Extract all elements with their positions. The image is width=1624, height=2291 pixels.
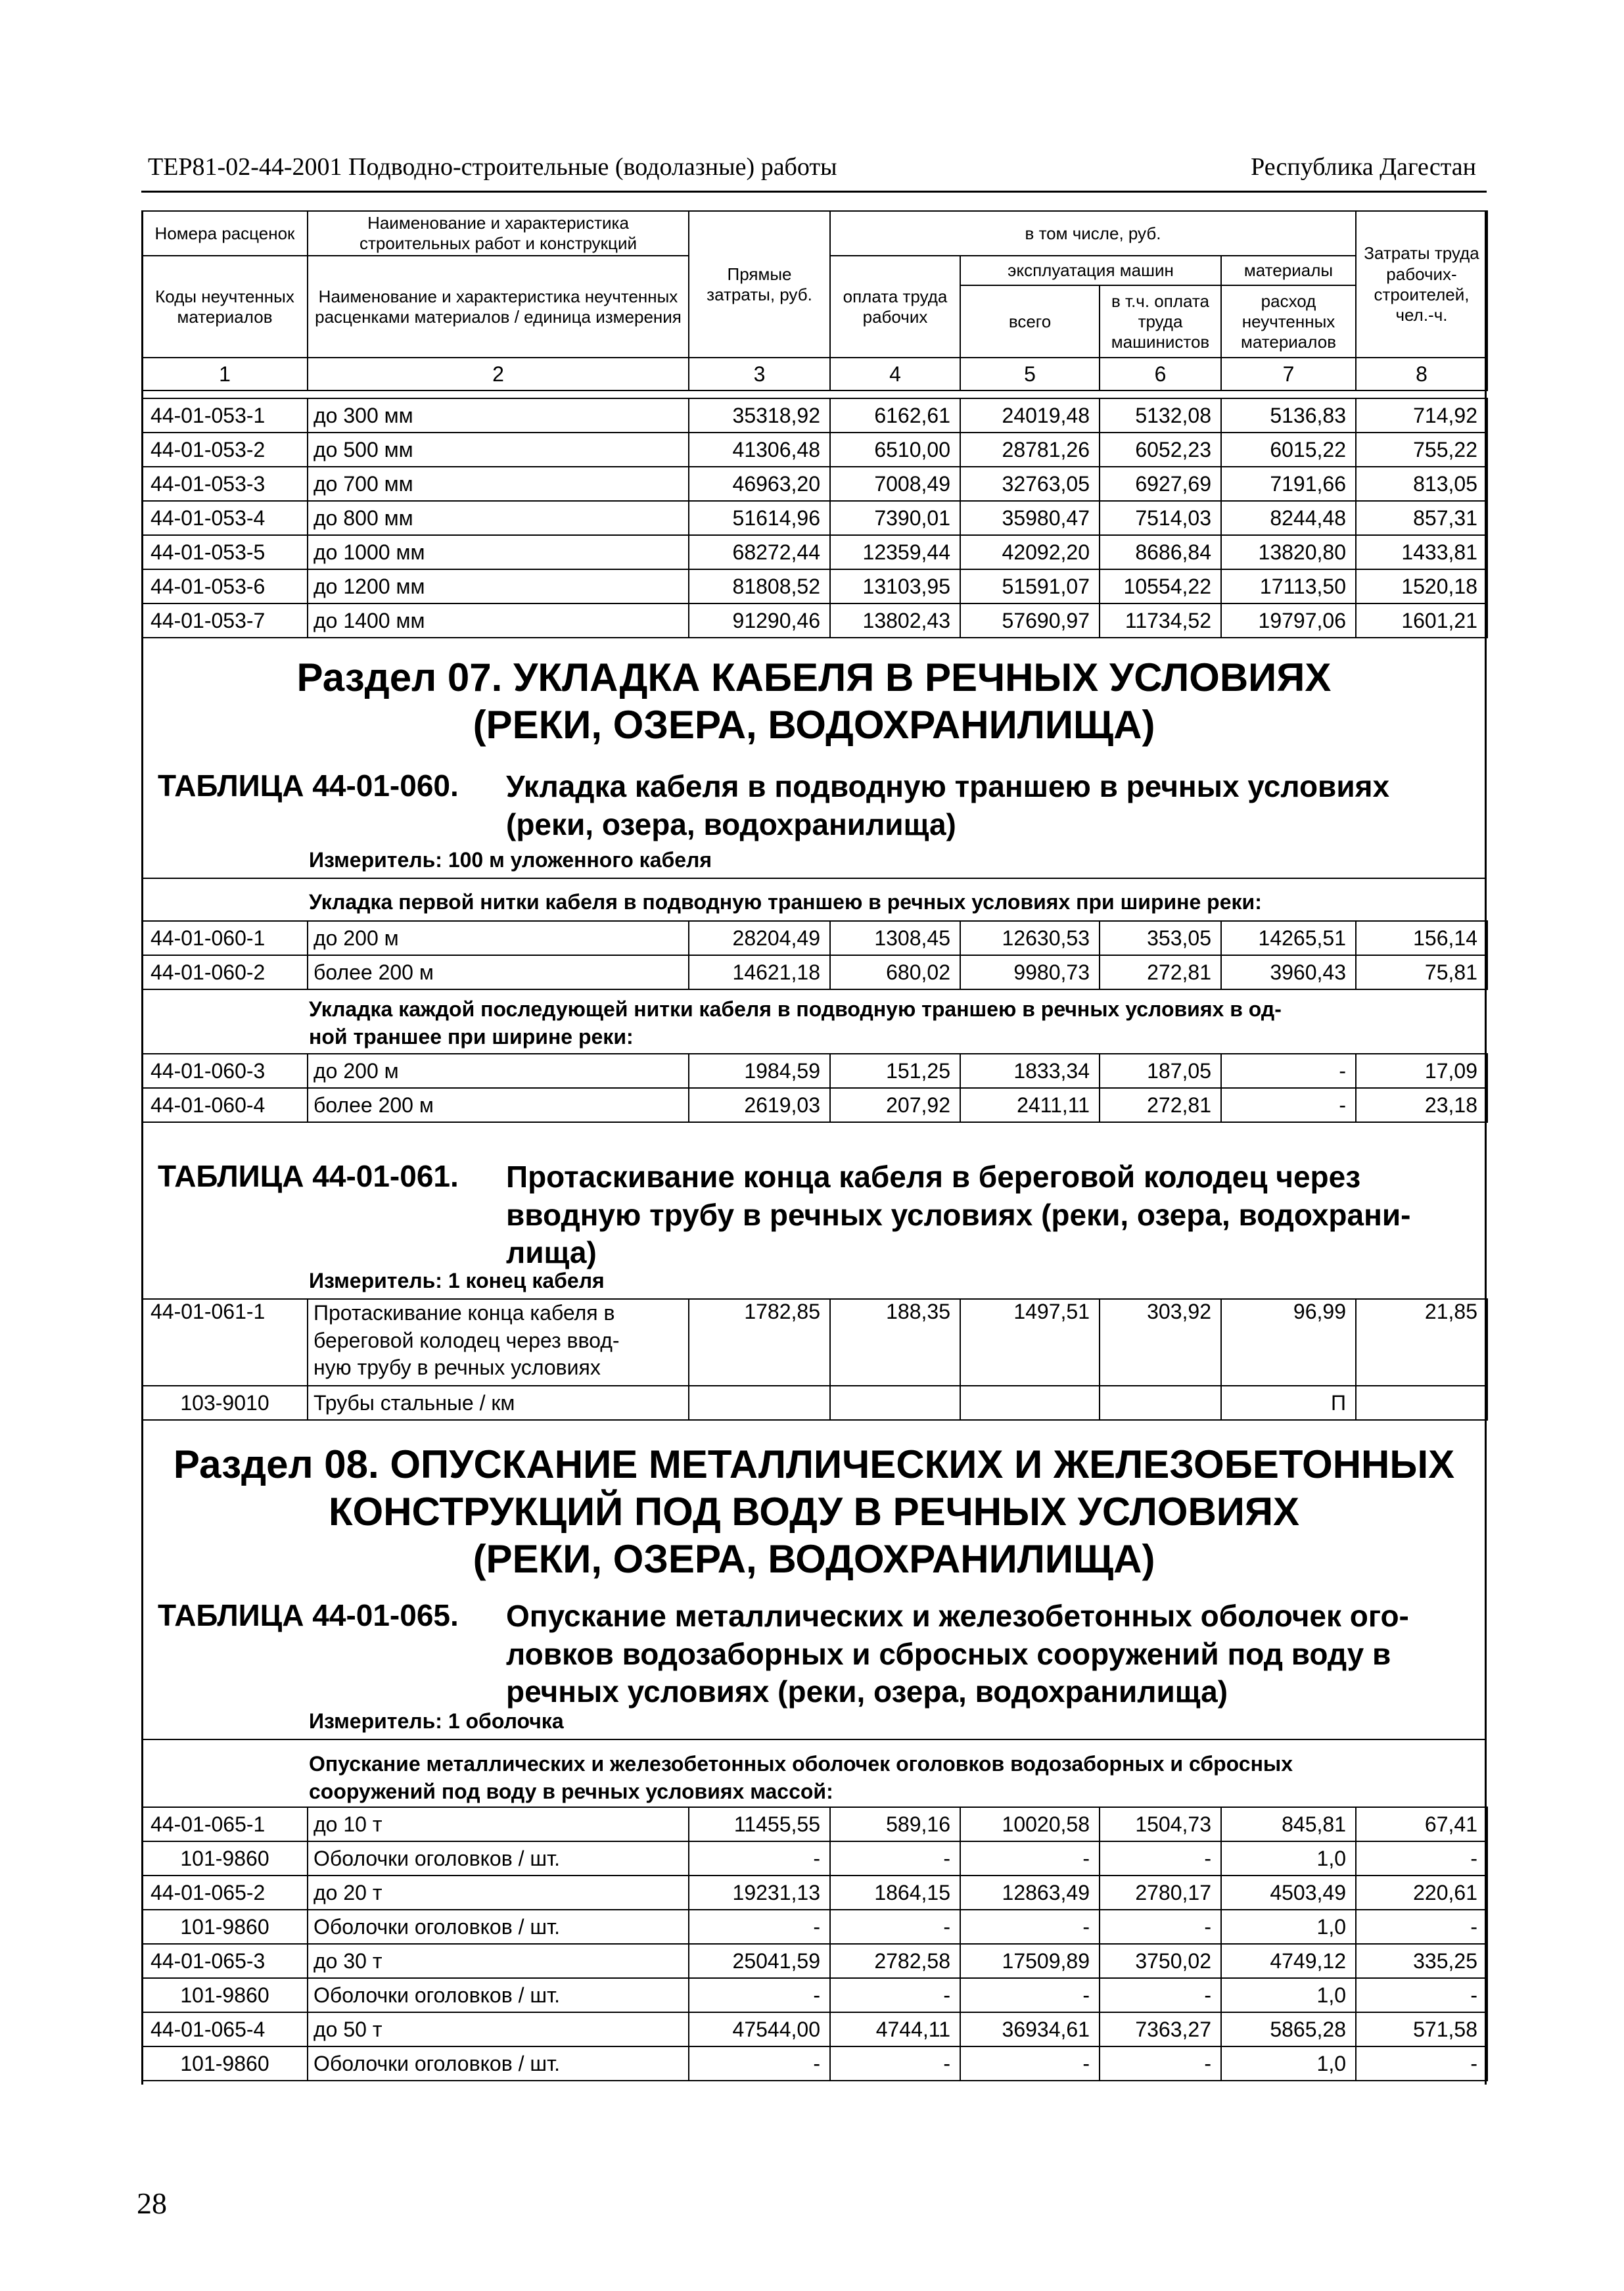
section-08-line3: (РЕКИ, ОЗЕРА, ВОДОХРАНИЛИЩА) xyxy=(473,1537,1155,1581)
cell-machinist-pay: 11734,52 xyxy=(1100,603,1221,638)
cell-direct-costs: 1984,59 xyxy=(689,1054,830,1088)
col-index: 4 xyxy=(830,358,960,390)
cell-machinist-pay: 10554,22 xyxy=(1100,569,1221,603)
table-060-sub1: Укладка первой нитки кабеля в подводную траншею в речных условиях при ширине реки: xyxy=(309,890,1262,914)
cell-name: Трубы стальные / км xyxy=(308,1386,689,1420)
cell-code: 44-01-061-1 xyxy=(142,1299,308,1386)
cell-machinist-pay: - xyxy=(1100,1910,1221,1944)
table-065-sub-line2: сооружений под воду в речных условиях массой: xyxy=(309,1779,833,1803)
cell-machines-total: 35980,47 xyxy=(960,501,1100,535)
cell-direct-costs: - xyxy=(689,1910,830,1944)
cell-empty xyxy=(689,1386,830,1420)
table-065-rows xyxy=(141,1807,1488,2081)
table-row xyxy=(142,535,1487,569)
cell-materials: 5865,28 xyxy=(1221,2012,1356,2046)
cell-code: 44-01-053-4 xyxy=(142,501,308,535)
cell-machines-total: 32763,05 xyxy=(960,467,1100,501)
cell-code: 101-9860 xyxy=(142,1978,308,2012)
table-065-title-line1: Опускание металлических и железобетонных оболочек ого- xyxy=(506,1599,1409,1633)
cell-code: 44-01-065-2 xyxy=(142,1876,308,1910)
table-row xyxy=(142,1054,1487,1088)
cell-labor-hours: 755,22 xyxy=(1356,433,1487,467)
cell-machines-total: - xyxy=(960,1910,1100,1944)
cell-code: 44-01-053-3 xyxy=(142,467,308,501)
table-060-id: ТАБЛИЦА 44-01-060. xyxy=(158,768,459,803)
header-materials: материалы xyxy=(1221,256,1356,285)
cell-labor-pay: 12359,44 xyxy=(830,535,960,569)
cell-name: до 700 мм xyxy=(308,467,689,501)
cell-machines-total: 36934,61 xyxy=(960,2012,1100,2046)
cell-machinist-pay: - xyxy=(1100,1978,1221,2012)
cell-materials: 19797,06 xyxy=(1221,603,1356,638)
cell-code: 44-01-060-1 xyxy=(142,921,308,955)
cell-machinist-pay: 272,81 xyxy=(1100,955,1221,989)
running-header-title: ТЕР81-02-44-2001 Подводно-строительные (водолазные) работы xyxy=(148,153,837,181)
cell-direct-costs: 46963,20 xyxy=(689,467,830,501)
section-07-line1: Раздел 07. УКЛАДКА КАБЕЛЯ В РЕЧНЫХ УСЛОВИЯХ xyxy=(296,655,1332,699)
cell-code: 44-01-053-2 xyxy=(142,433,308,467)
table-row xyxy=(142,1944,1487,1978)
cell-machines-total: 28781,26 xyxy=(960,433,1100,467)
cell-labor-hours: - xyxy=(1356,1910,1487,1944)
cell-direct-costs: 47544,00 xyxy=(689,2012,830,2046)
page-number: 28 xyxy=(137,2186,167,2220)
cell-materials: - xyxy=(1221,1088,1356,1122)
table-row xyxy=(142,2012,1487,2046)
cell-code: 44-01-060-3 xyxy=(142,1054,308,1088)
cell-name: до 200 м xyxy=(308,1054,689,1088)
table-row xyxy=(142,1386,1487,1420)
table-061-title xyxy=(506,1158,1410,1272)
cell-materials: 1,0 xyxy=(1221,1910,1356,1944)
col-index: 3 xyxy=(689,358,830,390)
cell-labor-hours: 1433,81 xyxy=(1356,535,1487,569)
cell-direct-costs: 19231,13 xyxy=(689,1876,830,1910)
header-col8: Затраты труда рабочих-строителей, чел.-ч. xyxy=(1356,211,1487,358)
table-060-sub2-line2: ной траншее при ширине реки: xyxy=(309,1024,634,1049)
cell-materials: 4749,12 xyxy=(1221,1944,1356,1978)
cell-labor-pay: 188,35 xyxy=(830,1299,960,1386)
table-row xyxy=(142,955,1487,989)
table-060-sub2-line1: Укладка каждой последующей нитки кабеля в подводную траншею в речных условиях в од- xyxy=(309,997,1282,1021)
cell-materials: 7191,66 xyxy=(1221,467,1356,501)
cell-labor-hours: 23,18 xyxy=(1356,1088,1487,1122)
cell-labor-pay: 589,16 xyxy=(830,1807,960,1841)
header-col7: расход неучтенных материалов xyxy=(1221,285,1356,358)
col-index: 5 xyxy=(960,358,1100,390)
cell-materials: 3960,43 xyxy=(1221,955,1356,989)
cell-labor-pay: 7390,01 xyxy=(830,501,960,535)
cell-direct-costs: 2619,03 xyxy=(689,1088,830,1122)
cell-machines-total: 1833,34 xyxy=(960,1054,1100,1088)
cell-machinist-pay: 7363,27 xyxy=(1100,2012,1221,2046)
cell-direct-costs: 11455,55 xyxy=(689,1807,830,1841)
cell-machines-total: 10020,58 xyxy=(960,1807,1100,1841)
cell-machines-total: - xyxy=(960,2046,1100,2081)
table-065-title-line2: ловков водозаборных и сбросных сооружений под воду в xyxy=(506,1636,1391,1671)
cell-direct-costs: 41306,48 xyxy=(689,433,830,467)
cell-machines-total: 17509,89 xyxy=(960,1944,1100,1978)
cell-machines-total: - xyxy=(960,1978,1100,2012)
cell-direct-costs: 35318,92 xyxy=(689,398,830,433)
col-index: 6 xyxy=(1100,358,1221,390)
table-060-rows-b xyxy=(141,1053,1488,1123)
header-col6: в т.ч. оплата труда машинистов xyxy=(1100,285,1221,358)
cell-name: до 200 м xyxy=(308,921,689,955)
cell-materials: 13820,80 xyxy=(1221,535,1356,569)
cell-labor-hours: - xyxy=(1356,1978,1487,2012)
cell-name: Оболочки оголовков / шт. xyxy=(308,1978,689,2012)
cell-labor-pay: 6162,61 xyxy=(830,398,960,433)
cell-materials: 17113,50 xyxy=(1221,569,1356,603)
cell-machinist-pay: 2780,17 xyxy=(1100,1876,1221,1910)
cell-name-line1: Протаскивание конца кабеля в xyxy=(313,1301,615,1325)
cell-machinist-pay: 187,05 xyxy=(1100,1054,1221,1088)
table-row xyxy=(142,1807,1487,1841)
cell-name: до 10 т xyxy=(308,1807,689,1841)
cell-labor-pay: 4744,11 xyxy=(830,2012,960,2046)
header-col5: всего xyxy=(960,285,1100,358)
table-060-title-line1: Укладка кабеля в подводную траншею в речных условиях xyxy=(506,769,1390,803)
cell-labor-pay: 1864,15 xyxy=(830,1876,960,1910)
table-061-rows xyxy=(141,1298,1488,1421)
cell-materials: - xyxy=(1221,1054,1356,1088)
cell-empty xyxy=(1100,1386,1221,1420)
cell-direct-costs: 51614,96 xyxy=(689,501,830,535)
cell-direct-costs: 14621,18 xyxy=(689,955,830,989)
section-07-line2: (РЕКИ, ОЗЕРА, ВОДОХРАНИЛИЩА) xyxy=(473,703,1155,747)
table-065-id: ТАБЛИЦА 44-01-065. xyxy=(158,1598,459,1632)
cell-name: Оболочки оголовков / шт. xyxy=(308,1910,689,1944)
cell-code: 101-9860 xyxy=(142,1841,308,1876)
header-col3: Прямые затраты, руб. xyxy=(689,211,830,358)
cell-empty xyxy=(1356,1386,1487,1420)
table-060-title-line2: (реки, озера, водохранилища) xyxy=(506,807,956,841)
cell-labor-hours: 220,61 xyxy=(1356,1876,1487,1910)
cell-labor-hours: 67,41 xyxy=(1356,1807,1487,1841)
cell-code: 44-01-053-1 xyxy=(142,398,308,433)
rule xyxy=(141,878,1487,879)
cell-machinist-pay: 5132,08 xyxy=(1100,398,1221,433)
table-row xyxy=(142,467,1487,501)
cell-machinist-pay: - xyxy=(1100,1841,1221,1876)
cell-machinist-pay: 6052,23 xyxy=(1100,433,1221,467)
cell-code: 103-9010 xyxy=(142,1386,308,1420)
cell-code: 101-9860 xyxy=(142,2046,308,2081)
cell-labor-hours: 714,92 xyxy=(1356,398,1487,433)
table-053-rows xyxy=(141,398,1488,638)
header-col1-bottom: Коды неучтенных материалов xyxy=(142,256,308,358)
cell-labor-pay: 207,92 xyxy=(830,1088,960,1122)
cell-name: Оболочки оголовков / шт. xyxy=(308,1841,689,1876)
col-index: 2 xyxy=(308,358,689,390)
table-061-title-line1: Протаскивание конца кабеля в береговой колодец через xyxy=(506,1160,1361,1194)
table-row xyxy=(142,2046,1487,2081)
cell-materials: 1,0 xyxy=(1221,2046,1356,2081)
cell-direct-costs: 28204,49 xyxy=(689,921,830,955)
table-row xyxy=(142,1088,1487,1122)
cell-name: более 200 м xyxy=(308,955,689,989)
table-065-sub xyxy=(309,1751,1479,1805)
cell-labor-hours: 571,58 xyxy=(1356,2012,1487,2046)
cell-labor-pay: - xyxy=(830,1978,960,2012)
table-060-title xyxy=(506,768,1389,843)
cell-direct-costs: 1782,85 xyxy=(689,1299,830,1386)
table-061-id: ТАБЛИЦА 44-01-061. xyxy=(158,1159,459,1193)
cell-labor-pay: 151,25 xyxy=(830,1054,960,1088)
cell-labor-hours: - xyxy=(1356,2046,1487,2081)
cell-labor-pay: 680,02 xyxy=(830,955,960,989)
cell-name: до 300 мм xyxy=(308,398,689,433)
cell-labor-pay: 7008,49 xyxy=(830,467,960,501)
table-060-rows-a xyxy=(141,920,1488,990)
cell-machines-total: 42092,20 xyxy=(960,535,1100,569)
cell-labor-pay: 1308,45 xyxy=(830,921,960,955)
cell-direct-costs: 81808,52 xyxy=(689,569,830,603)
cell-empty xyxy=(830,1386,960,1420)
cell-name: до 30 т xyxy=(308,1944,689,1978)
cell-machinist-pay: - xyxy=(1100,2046,1221,2081)
cell-materials: 4503,49 xyxy=(1221,1876,1356,1910)
cell-machines-total: 12863,49 xyxy=(960,1876,1100,1910)
cell-machines-total: 51591,07 xyxy=(960,569,1100,603)
cell-code: 44-01-053-7 xyxy=(142,603,308,638)
header-col4: оплата труда рабочих xyxy=(830,256,960,358)
cell-direct-costs: - xyxy=(689,1841,830,1876)
cell-machinist-pay: 353,05 xyxy=(1100,921,1221,955)
cell-machines-total: 1497,51 xyxy=(960,1299,1100,1386)
section-08-title xyxy=(141,1441,1487,1583)
table-row xyxy=(142,1910,1487,1944)
cell-materials: 1,0 xyxy=(1221,1841,1356,1876)
cell-machinist-pay: 303,92 xyxy=(1100,1299,1221,1386)
cell-machinist-pay: 3750,02 xyxy=(1100,1944,1221,1978)
cell-machinist-pay: 8686,84 xyxy=(1100,535,1221,569)
cell-direct-costs: 68272,44 xyxy=(689,535,830,569)
cell-materials: 8244,48 xyxy=(1221,501,1356,535)
cell-machinist-pay: 6927,69 xyxy=(1100,467,1221,501)
table-065-title xyxy=(506,1597,1409,1711)
running-header-region: Республика Дагестан xyxy=(1251,153,1476,181)
cell-labor-pay: - xyxy=(830,1841,960,1876)
cell-code: 44-01-053-6 xyxy=(142,569,308,603)
cell-name: до 1400 мм xyxy=(308,603,689,638)
cell-labor-hours: 21,85 xyxy=(1356,1299,1487,1386)
table-060-measure: Измеритель: 100 м уложенного кабеля xyxy=(309,848,712,872)
section-07-title xyxy=(141,654,1487,749)
table-row xyxy=(142,921,1487,955)
table-row xyxy=(142,398,1487,433)
cell-materials: 6015,22 xyxy=(1221,433,1356,467)
cell-machines-total: 57690,97 xyxy=(960,603,1100,638)
col-index: 7 xyxy=(1221,358,1356,390)
cell-code: 101-9860 xyxy=(142,1910,308,1944)
header-machines: эксплуатация машин xyxy=(960,256,1221,285)
col-index: 8 xyxy=(1356,358,1487,390)
cell-labor-hours: 1601,21 xyxy=(1356,603,1487,638)
cell-name: до 50 т xyxy=(308,2012,689,2046)
cell-labor-pay: 13103,95 xyxy=(830,569,960,603)
header-incl: в том числе, руб. xyxy=(830,211,1356,256)
table-row xyxy=(142,433,1487,467)
cell-labor-pay: - xyxy=(830,1910,960,1944)
cell-machines-total: 12630,53 xyxy=(960,921,1100,955)
cell-name: до 1000 мм xyxy=(308,535,689,569)
header-col2-top: Наименование и характеристика строительных работ и конструкций xyxy=(308,211,689,256)
cell-machines-total: 9980,73 xyxy=(960,955,1100,989)
cell-machinist-pay: 272,81 xyxy=(1100,1088,1221,1122)
cell-machinist-pay: 1504,73 xyxy=(1100,1807,1221,1841)
table-061-title-line3: лища) xyxy=(506,1235,597,1269)
cell-labor-hours: - xyxy=(1356,1841,1487,1876)
cell-materials: 5136,83 xyxy=(1221,398,1356,433)
header-col1-top: Номера расценок xyxy=(142,211,308,256)
cell-name: более 200 м xyxy=(308,1088,689,1122)
table-row xyxy=(142,603,1487,638)
cell-labor-pay: 2782,58 xyxy=(830,1944,960,1978)
table-row xyxy=(142,1978,1487,2012)
cell-direct-costs: 25041,59 xyxy=(689,1944,830,1978)
table-row xyxy=(142,1876,1487,1910)
cell-materials: 96,99 xyxy=(1221,1299,1356,1386)
table-065-measure: Измеритель: 1 оболочка xyxy=(309,1709,564,1733)
cell-name-line3: ную трубу в речных условиях xyxy=(313,1356,601,1380)
table-061-measure: Измеритель: 1 конец кабеля xyxy=(309,1269,605,1292)
cell-labor-pay: - xyxy=(830,2046,960,2081)
cell-materials: 14265,51 xyxy=(1221,921,1356,955)
cell-labor-hours: 1520,18 xyxy=(1356,569,1487,603)
table-065-sub-line1: Опускание металлических и железобетонных оболочек оголовков водозаборных и сбросных xyxy=(309,1752,1293,1776)
cell-direct-costs: - xyxy=(689,1978,830,2012)
table-065-title-line3: речных условиях (реки, озера, водохранилища) xyxy=(506,1674,1228,1709)
table-060-sub2 xyxy=(309,996,1479,1051)
cell-labor-hours: 156,14 xyxy=(1356,921,1487,955)
cell-code: 44-01-065-1 xyxy=(142,1807,308,1841)
cell-name: до 500 мм xyxy=(308,433,689,467)
section-08-line2: КОНСТРУКЦИЙ ПОД ВОДУ В РЕЧНЫХ УСЛОВИЯХ xyxy=(328,1490,1300,1534)
cell-labor-hours: 857,31 xyxy=(1356,501,1487,535)
cell-code: 44-01-065-4 xyxy=(142,2012,308,2046)
cell-code: 44-01-060-4 xyxy=(142,1088,308,1122)
cell-materials: П xyxy=(1221,1386,1356,1420)
cell-machines-total: 2411,11 xyxy=(960,1088,1100,1122)
cell-machines-total: - xyxy=(960,1841,1100,1876)
cell-empty xyxy=(960,1386,1100,1420)
table-row xyxy=(142,1299,1487,1386)
cell-labor-hours: 75,81 xyxy=(1356,955,1487,989)
cell-name: до 1200 мм xyxy=(308,569,689,603)
cell-code: 44-01-060-2 xyxy=(142,955,308,989)
cell-labor-pay: 6510,00 xyxy=(830,433,960,467)
cell-materials: 845,81 xyxy=(1221,1807,1356,1841)
col-index: 1 xyxy=(142,358,308,390)
cell-direct-costs: - xyxy=(689,2046,830,2081)
cell-name-line2: береговой колодец через ввод- xyxy=(313,1328,620,1352)
cell-machinist-pay: 7514,03 xyxy=(1100,501,1221,535)
rule xyxy=(141,1739,1487,1740)
cell-machines-total: 24019,48 xyxy=(960,398,1100,433)
table-row xyxy=(142,501,1487,535)
header-rule xyxy=(141,191,1487,193)
cell-code: 44-01-065-3 xyxy=(142,1944,308,1978)
cell-labor-hours: 813,05 xyxy=(1356,467,1487,501)
header-col2-bottom: Наименование и характеристика неучтенных расценками материалов / единица измерения xyxy=(308,256,689,358)
table-061-title-line2: вводную трубу в речных условиях (реки, озера, водохрани- xyxy=(506,1197,1411,1232)
section-08-line1: Раздел 08. ОПУСКАНИЕ МЕТАЛЛИЧЕСКИХ И ЖЕЛЕЗОБЕТОННЫХ xyxy=(173,1442,1455,1486)
table-row xyxy=(142,1841,1487,1876)
cell-labor-hours: 335,25 xyxy=(1356,1944,1487,1978)
cell-name: до 800 мм xyxy=(308,501,689,535)
cell-labor-hours: 17,09 xyxy=(1356,1054,1487,1088)
table-row xyxy=(142,569,1487,603)
cell-code: 44-01-053-5 xyxy=(142,535,308,569)
cell-direct-costs: 91290,46 xyxy=(689,603,830,638)
cell-materials: 1,0 xyxy=(1221,1978,1356,2012)
cell-name xyxy=(308,1299,689,1386)
cell-name: до 20 т xyxy=(308,1876,689,1910)
cell-name: Оболочки оголовков / шт. xyxy=(308,2046,689,2081)
column-header-table xyxy=(141,210,1488,391)
cell-labor-pay: 13802,43 xyxy=(830,603,960,638)
